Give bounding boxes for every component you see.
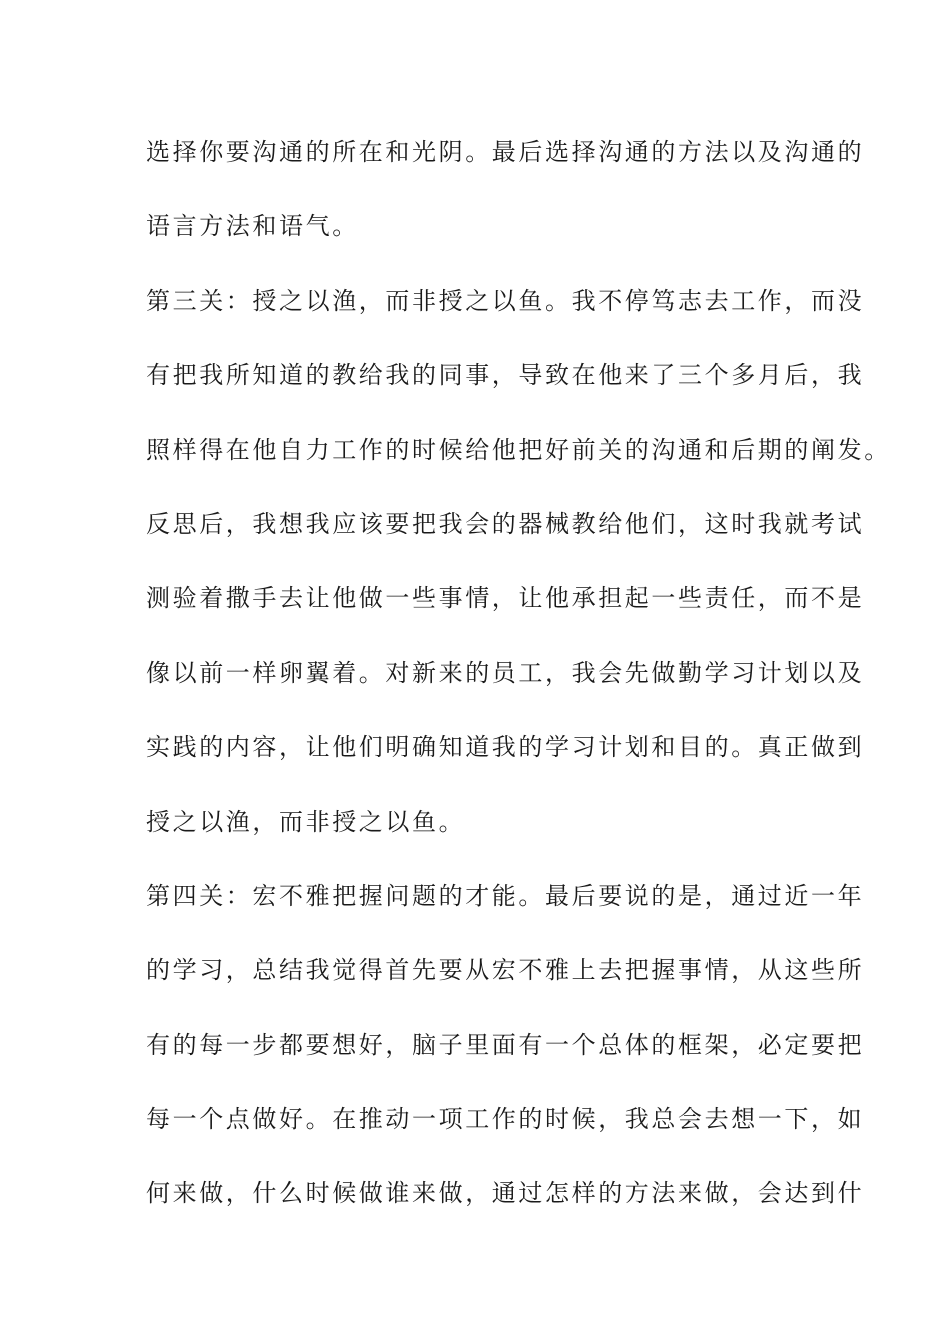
text-line: 有的每一步都要想好，脑子里面有一个总体的框架，必定要把: [146, 1030, 865, 1059]
text-line: 选择你要沟通的所在和光阴。最后选择沟通的方法以及沟通的: [146, 138, 865, 166]
text-line: 实践的内容，让他们明确知道我的学习计划和目的。真正做到: [146, 733, 865, 762]
text-line: 何来做，什么时候做谁来做，通过怎样的方法来做，会达到什: [146, 1179, 865, 1208]
text-line: 语言方法和语气。: [146, 212, 359, 241]
text-line: 授之以渔，而非授之以鱼。: [146, 807, 466, 836]
body-text: [146, 130, 891, 1246]
text-line: 第四关：宏不雅把握问题的才能。最后要说的是，通过近一年: [146, 881, 865, 910]
text-line: 每一个点做好。在推动一项工作的时候，我总会去想一下，如: [146, 1105, 865, 1134]
text-line: 的学习，总结我觉得首先要从宏不雅上去把握事情，从这些所: [146, 956, 865, 985]
text-line: 测验着撒手去让他做一些事情，让他承担起一些责任，而不是: [146, 584, 865, 613]
text-line: 照样得在他自力工作的时候给他把好前关的沟通和后期的阐发。: [146, 435, 891, 464]
text-line: 反思后，我想我应该要把我会的器械教给他们，这时我就考试: [146, 509, 865, 538]
text-line: 有把我所知道的教给我的同事，导致在他来了三个多月后，我: [146, 361, 865, 390]
text-line: 第三关：授之以渔，而非授之以鱼。我不停笃志去工作，而没: [146, 286, 865, 315]
text-line: 像以前一样卵翼着。对新来的员工，我会先做勤学习计划以及: [146, 658, 865, 687]
